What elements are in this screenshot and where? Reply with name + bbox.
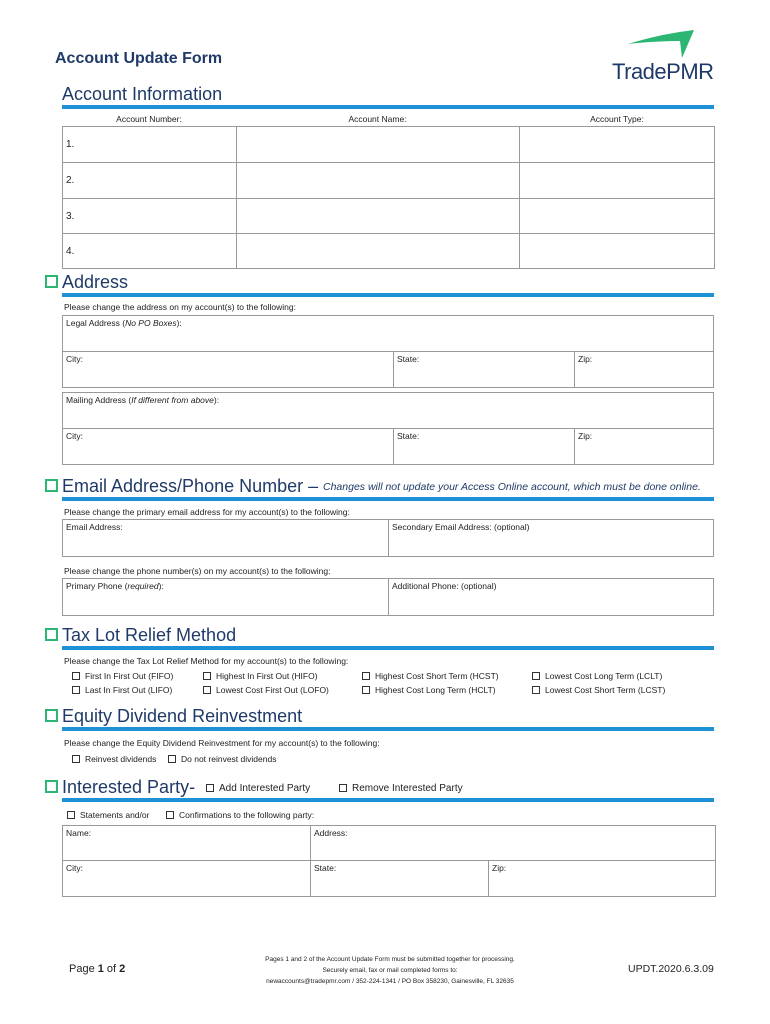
- party-name-field[interactable]: Name:: [63, 826, 311, 861]
- option-lifo[interactable]: Last In First Out (LIFO): [72, 685, 172, 695]
- account-row-4[interactable]: 4.: [63, 234, 237, 269]
- option-confirmations[interactable]: Confirmations to the following party:: [166, 810, 314, 820]
- checkbox-icon: [206, 784, 214, 792]
- checkbox-icon: [72, 672, 80, 680]
- party-zip-field[interactable]: Zip:: [489, 861, 716, 897]
- legal-city-field[interactable]: City:: [63, 352, 394, 388]
- account-type-2[interactable]: [520, 163, 715, 199]
- option-no-reinvest[interactable]: Do not reinvest dividends: [168, 754, 276, 764]
- party-city-field[interactable]: City:: [63, 861, 311, 897]
- checkbox-icon: [203, 686, 211, 694]
- account-info-title: Account Information: [62, 84, 223, 104]
- tax-lot-rule: [62, 646, 714, 650]
- dividend-rule: [62, 727, 714, 731]
- email-instruction: Please change the primary email address for my account(s) to the following:: [64, 507, 350, 517]
- secondary-email-field[interactable]: Secondary Email Address: (optional): [389, 520, 714, 557]
- email-field[interactable]: Email Address:: [63, 520, 389, 557]
- page-number: Page 1 of 2: [69, 963, 126, 975]
- account-name-4[interactable]: [237, 234, 520, 269]
- interested-party-rule: [62, 798, 714, 802]
- account-row-2[interactable]: 2.: [63, 163, 237, 199]
- address-rule: [62, 293, 714, 297]
- account-row-1[interactable]: 1.: [63, 127, 237, 163]
- email-phone-title: Email Address/Phone Number –: [45, 476, 318, 497]
- email-table: [62, 519, 714, 557]
- remove-interested-party[interactable]: Remove Interested Party: [339, 783, 463, 794]
- add-interested-party[interactable]: Add Interested Party: [206, 783, 310, 794]
- footer-line-1: Pages 1 and 2 of the Account Update Form must be submitted together for processing.: [265, 956, 515, 963]
- account-info-rule: [62, 105, 714, 109]
- mailing-city-field[interactable]: City:: [63, 429, 394, 465]
- account-name-3[interactable]: [237, 199, 520, 234]
- legal-state-field[interactable]: State:: [394, 352, 575, 388]
- checkbox-icon: [339, 784, 347, 792]
- checkbox-icon: [362, 672, 370, 680]
- dividend-title: Equity Dividend Reinvestment: [45, 706, 302, 727]
- option-reinvest[interactable]: Reinvest dividends: [72, 754, 156, 764]
- checkbox-icon: [168, 755, 176, 763]
- email-phone-note: Changes will not update your Access Online account, which must be done online.: [323, 481, 701, 493]
- legal-address-table: [62, 315, 714, 388]
- account-row-3[interactable]: 3.: [63, 199, 237, 234]
- account-name-2[interactable]: [237, 163, 520, 199]
- interested-party-table: [62, 825, 716, 897]
- checkbox-icon: [532, 672, 540, 680]
- col-account-number: Account Number:: [116, 114, 182, 124]
- checkbox-icon: [166, 811, 174, 819]
- checkbox-icon: [72, 755, 80, 763]
- mailing-address-field[interactable]: Mailing Address (If different from above):: [63, 393, 714, 429]
- tradepmr-logo: [610, 28, 720, 84]
- address-title: Address: [45, 272, 128, 293]
- primary-phone-field[interactable]: Primary Phone (required):: [63, 579, 389, 616]
- form-code: UPDT.2020.6.3.09: [628, 963, 714, 975]
- logo-text: TradePMR: [612, 59, 714, 84]
- account-type-3[interactable]: [520, 199, 715, 234]
- col-account-type: Account Type:: [590, 114, 644, 124]
- interested-party-title: Interested Party-: [45, 777, 195, 798]
- account-name-1[interactable]: [237, 127, 520, 163]
- checkbox-icon: [67, 811, 75, 819]
- footer-line-3: newaccounts@tradepmr.com / 352-224-1341 / PO Box 358230, Gainesville, FL 32635: [266, 978, 514, 985]
- party-state-field[interactable]: State:: [311, 861, 489, 897]
- legal-address-field[interactable]: Legal Address (No PO Boxes):: [63, 316, 714, 352]
- email-phone-checkbox[interactable]: [45, 479, 58, 492]
- tax-lot-instruction: Please change the Tax Lot Relief Method for my account(s) to the following:: [64, 656, 349, 666]
- additional-phone-field[interactable]: Additional Phone: (optional): [389, 579, 714, 616]
- account-type-4[interactable]: [520, 234, 715, 269]
- account-table: [62, 126, 715, 269]
- option-statements[interactable]: Statements and/or: [67, 810, 149, 820]
- interested-party-checkbox[interactable]: [45, 780, 58, 793]
- form-title: Account Update Form: [55, 50, 223, 67]
- legal-zip-field[interactable]: Zip:: [575, 352, 714, 388]
- dividend-instruction: Please change the Equity Dividend Reinvestment for my account(s) to the following:: [64, 738, 380, 748]
- dividend-checkbox[interactable]: [45, 709, 58, 722]
- tax-lot-checkbox[interactable]: [45, 628, 58, 641]
- party-address-field[interactable]: Address:: [311, 826, 716, 861]
- tax-lot-title: Tax Lot Relief Method: [45, 625, 236, 646]
- address-checkbox[interactable]: [45, 275, 58, 288]
- option-hclt[interactable]: Highest Cost Long Term (HCLT): [362, 685, 496, 695]
- submission-instructions: [240, 954, 540, 987]
- checkbox-icon: [203, 672, 211, 680]
- phone-instruction: Please change the phone number(s) on my account(s) to the following:: [64, 566, 331, 576]
- email-phone-rule: [62, 497, 714, 501]
- mailing-zip-field[interactable]: Zip:: [575, 429, 714, 465]
- mailing-address-table: [62, 392, 714, 465]
- checkbox-icon: [72, 686, 80, 694]
- mailing-state-field[interactable]: State:: [394, 429, 575, 465]
- option-lcst[interactable]: Lowest Cost Short Term (LCST): [532, 685, 665, 695]
- checkbox-icon: [532, 686, 540, 694]
- option-hifo[interactable]: Highest In First Out (HIFO): [203, 671, 318, 681]
- option-fifo[interactable]: First In First Out (FIFO): [72, 671, 173, 681]
- option-lofo[interactable]: Lowest Cost First Out (LOFO): [203, 685, 329, 695]
- phone-table: [62, 578, 714, 616]
- option-hcst[interactable]: Highest Cost Short Term (HCST): [362, 671, 499, 681]
- address-instruction: Please change the address on my account(s) to the following:: [64, 302, 296, 312]
- account-type-1[interactable]: [520, 127, 715, 163]
- col-account-name: Account Name:: [348, 114, 407, 124]
- checkbox-icon: [362, 686, 370, 694]
- footer-line-2: Securely email, fax or mail completed forms to:: [322, 967, 458, 974]
- option-lclt[interactable]: Lowest Cost Long Term (LCLT): [532, 671, 662, 681]
